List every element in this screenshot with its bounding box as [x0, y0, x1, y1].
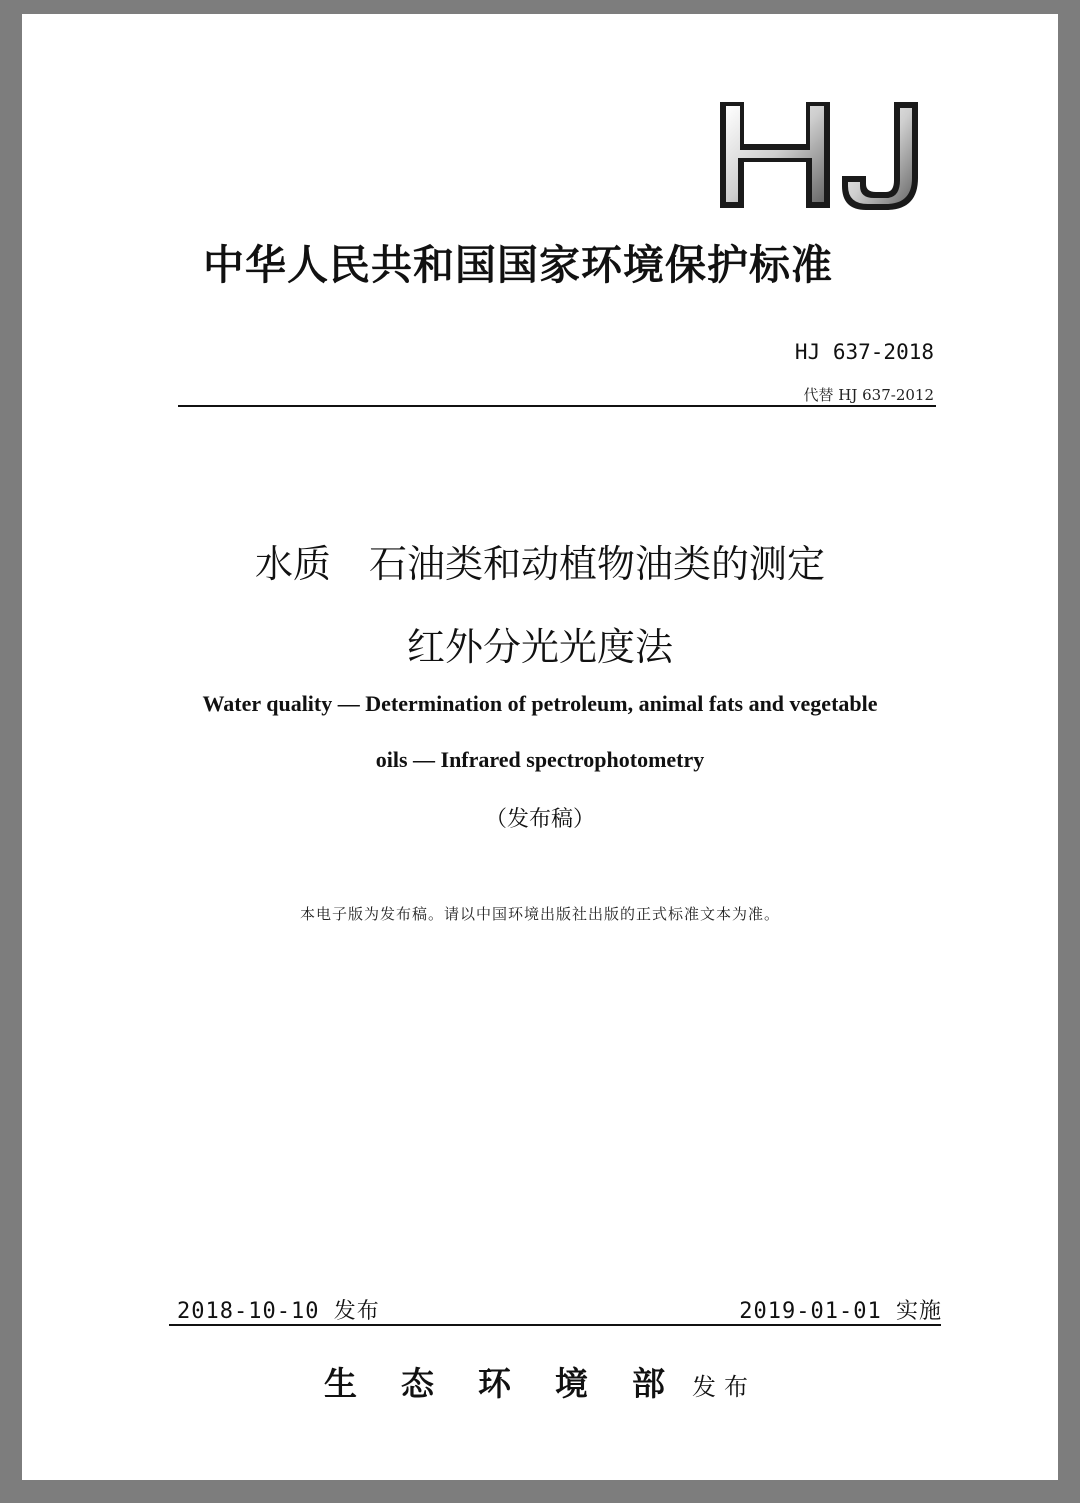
top-divider [178, 405, 936, 407]
issuer [22, 1358, 1058, 1405]
replaces-standard: 代替 HJ 637-2012 [803, 386, 934, 404]
implementation-date: 2019-01-01 实施 [739, 1299, 942, 1324]
standard-number: HJ 637-2018 [794, 340, 934, 364]
title-cn-line1: 水质 石油类和动植物油类的测定 [254, 542, 825, 586]
document-page [22, 14, 1058, 1480]
standard-category-title: 中华人民共和国国家环境保护标准 [203, 241, 833, 289]
issue-date: 2018-10-10 发布 [177, 1299, 380, 1324]
issuer-suffix: 发布 [692, 1373, 757, 1401]
title-cn-line2: 红外分光光度法 [406, 625, 673, 669]
draft-label: （发布稿） [484, 807, 595, 832]
title-en-line2: oils — Infrared spectrophotometry [375, 747, 705, 772]
electronic-version-notice: 本电子版为发布稿。请以中国环境出版社出版的正式标准文本为准。 [299, 905, 780, 923]
issuer-name: 生态环境部 [323, 1364, 709, 1403]
bottom-divider [169, 1324, 941, 1326]
title-en-line1: Water quality — Determination of petroleum, animal fats and vegetable [202, 691, 878, 716]
hj-logo [718, 96, 930, 214]
